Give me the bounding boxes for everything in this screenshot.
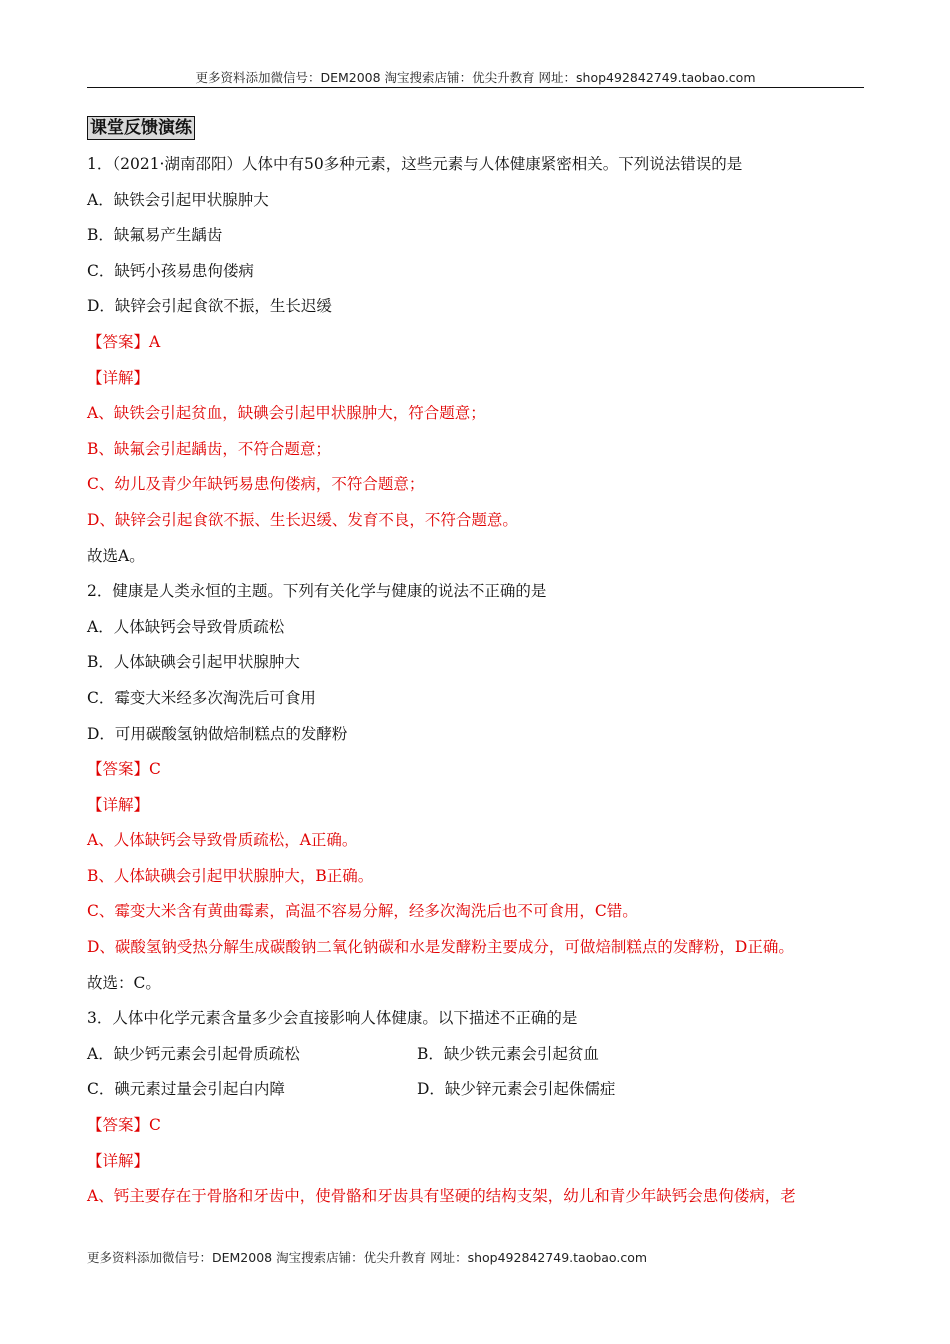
page-footer: 更多资料添加微信号：DEM2008 淘宝搜索店铺：优尖升教育 网址：shop492842749.taobao.com: [87, 1250, 648, 1265]
question-3-option-a: A．缺少钙元素会引起骨质疏松: [87, 1044, 300, 1063]
question-2-explanation-a: A、人体缺钙会导致骨质疏松，A正确。: [87, 831, 358, 850]
question-3-explanation-a: A、钙主要存在于骨胳和牙齿中，使骨骼和牙齿具有坚硬的结构支架，幼儿和青少年缺钙会患佝偻病，老: [87, 1187, 796, 1206]
question-1-option-b: B．缺氟易产生龋齿: [87, 226, 223, 245]
question-2-option-b: B．人体缺碘会引起甲状腺肿大: [87, 653, 300, 672]
question-3-option-b: B．缺少铁元素会引起贫血: [417, 1044, 599, 1063]
question-2-option-d: D．可用碳酸氢钠做焙制糕点的发酵粉: [87, 724, 348, 743]
question-1-answer: 【答案】A: [87, 332, 161, 351]
question-1-option-d: D．缺锌会引起食欲不振，生长迟缓: [87, 297, 332, 316]
question-2-option-c: C．霉变大米经多次淘洗后可食用: [87, 688, 316, 707]
page-header: 更多资料添加微信号：DEM2008 淘宝搜索店铺：优尖升教育 网址：shop492842749.taobao.com: [195, 70, 756, 85]
section-title: 课堂反馈演练: [87, 116, 195, 140]
question-1-conclusion: 故选A。: [87, 546, 145, 565]
question-3-stem: 3．人体中化学元素含量多少会直接影响人体健康。以下描述不正确的是: [87, 1009, 578, 1028]
question-2-explanation-c: C、霉变大米含有黄曲霉素，高温不容易分解，经多次淘洗后也不可食用，C错。: [87, 902, 638, 921]
question-1-option-c: C．缺钙小孩易患佝偻病: [87, 261, 254, 280]
question-3-options-row-1: [87, 1040, 862, 1076]
question-2-detail-label: 【详解】: [87, 795, 150, 814]
question-2-conclusion: 故选：C。: [87, 973, 161, 992]
question-2-explanation-d: D、碳酸氢钠受热分解生成碳酸钠二氧化钠碳和水是发酵粉主要成分，可做焙制糕点的发酵粉，D正确。: [87, 938, 794, 957]
question-1-explanation-a: A、缺铁会引起贫血，缺碘会引起甲状腺肿大，符合题意；: [87, 404, 486, 423]
question-3-option-c: C．碘元素过量会引起白内障: [87, 1080, 285, 1099]
question-2-stem: 2．健康是人类永恒的主题。下列有关化学与健康的说法不正确的是: [87, 582, 547, 601]
question-1-option-a: A．缺铁会引起甲状腺肿大: [87, 190, 269, 209]
question-2-answer: 【答案】C: [87, 760, 161, 779]
question-1-detail-label: 【详解】: [87, 368, 150, 387]
question-3-detail-label: 【详解】: [87, 1151, 150, 1170]
header-divider: [87, 87, 864, 88]
question-3-option-d: D．缺少锌元素会引起侏儒症: [417, 1080, 616, 1099]
question-3-options-row-2: [87, 1075, 862, 1111]
question-3-answer: 【答案】C: [87, 1116, 161, 1135]
document-body: [87, 150, 862, 1218]
question-1-stem: 1．（2021·湖南邵阳）人体中有50多种元素，这些元素与人体健康紧密相关。下列说法错误的是: [87, 155, 743, 173]
question-1-explanation-b: B、缺氟会引起龋齿，不符合题意；: [87, 439, 331, 458]
question-1-explanation-c: C、幼儿及青少年缺钙易患佝偻病，不符合题意；: [87, 475, 425, 494]
question-2-option-a: A．人体缺钙会导致骨质疏松: [87, 617, 285, 636]
question-1-explanation-d: D、缺锌会引起食欲不振、生长迟缓、发育不良，不符合题意。: [87, 510, 518, 529]
question-2-explanation-b: B、人体缺碘会引起甲状腺肿大，B正确。: [87, 866, 374, 885]
